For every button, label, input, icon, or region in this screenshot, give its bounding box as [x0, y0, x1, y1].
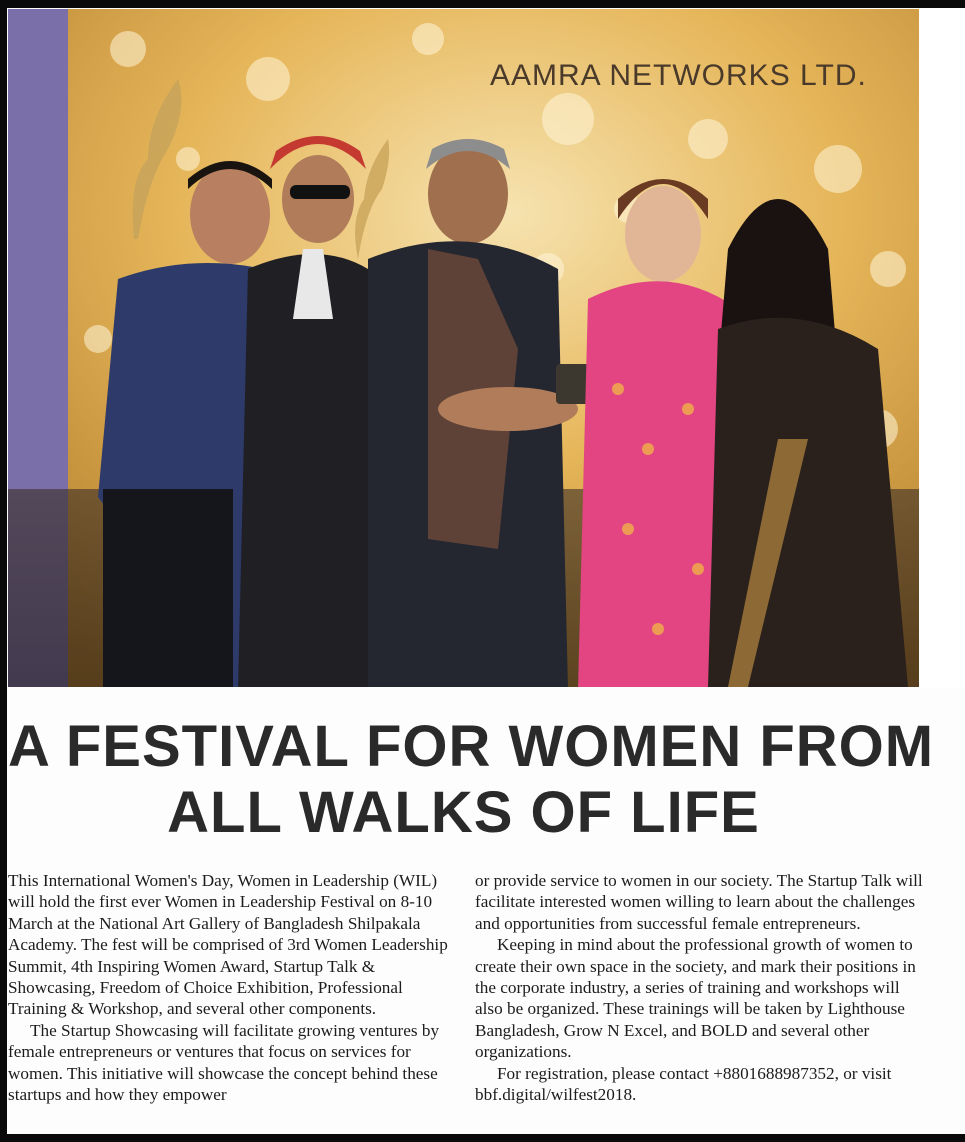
article-column-left — [8, 870, 453, 1132]
headline-line-2: ALL WALKS OF LIFE — [167, 780, 760, 845]
paragraph: Keeping in mind about the professional growth of women to create their own space in the society, and mark their positions in the corporate industry, a series of training and workshops will also be organized. These trainings will be taken by Lighthouse Bangladesh, Grow N Excel, and BOLD and several other organizations. — [475, 935, 916, 1062]
award-ceremony-image — [8, 9, 919, 687]
company-logo-text: AAMRA NETWORKS LTD. — [490, 59, 867, 92]
page-margin — [919, 8, 965, 688]
paragraph: The Startup Showcasing will facilitate growing ventures by female entrepreneurs or ventures that focus on services for women. This initiative will showcase the concept behind these startups and how they empower — [8, 1020, 440, 1105]
paragraph: or provide service to women in our society. The Startup Talk will facilitate interested women willing to learn about the challenges and opportunities from successful female entrepreneurs. — [475, 871, 923, 933]
event-photo — [8, 9, 919, 687]
headline-line-1: A FESTIVAL FOR WOMEN FROM — [8, 714, 935, 779]
article-headline — [8, 714, 935, 846]
article-column-right — [475, 870, 923, 1132]
paragraph: This International Women's Day, Women in Leadership (WIL) will hold the first ever Women in Leadership Festival on 8-10 March at the National Art Gallery of Bangladesh Shilpakala Academy. The fest will be comprised of 3rd Women Leadership Summit, 4th Inspiring Women Award, Startup Talk & Showcasing, Freedom of Choice Exhibition, Professional Training & Workshop, and several other components. — [8, 871, 448, 1019]
paragraph: For registration, please contact +8801688987352, or visit bbf.digital/wilfest2018. — [475, 1063, 892, 1105]
